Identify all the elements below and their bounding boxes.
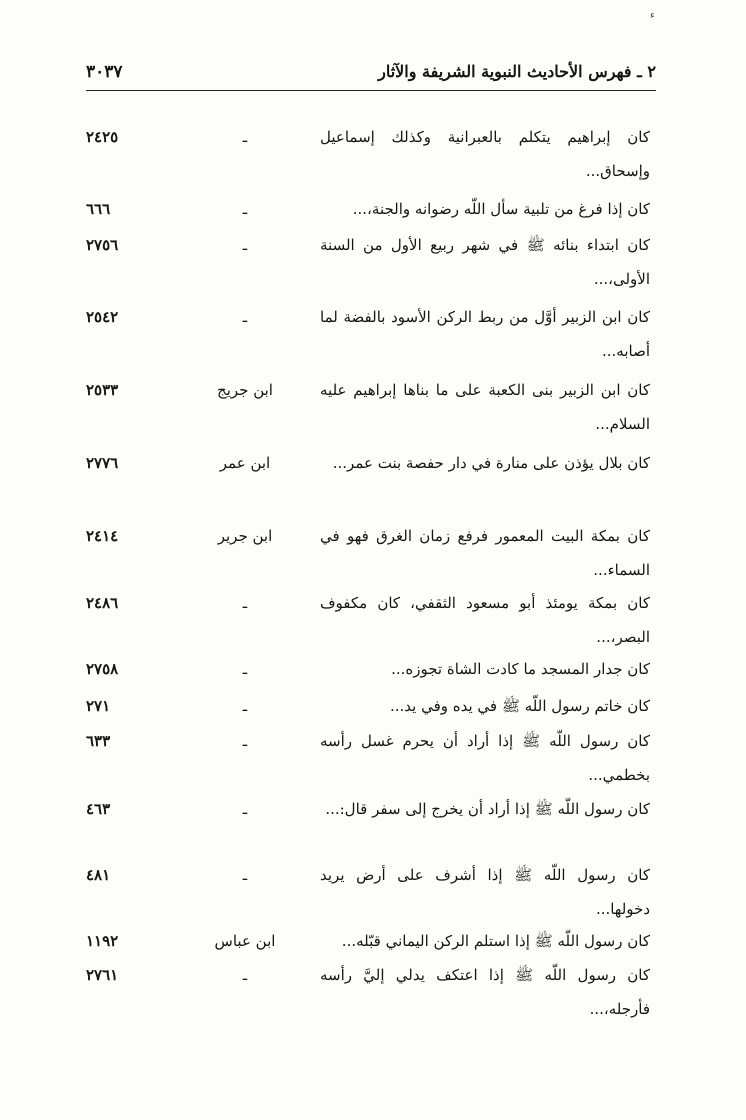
hadith-text: كان إذا فرغ من تلبية سأل اللّه رضوانه والجنة،... <box>352 200 650 218</box>
hadith-text: كان رسول اللّه ﷺ إذا أراد أن يخرج إلى سفر قال:... <box>325 800 650 818</box>
page-reference: ٢٤١٤ <box>86 527 119 545</box>
hadith-text: كان بلال يؤذن على منارة في دار حفصة بنت عمر... <box>332 454 650 472</box>
page-reference: ٤٨١ <box>86 866 111 884</box>
running-title: ٢ ـ فهرس الأحاديث النبوية الشريفة والآثار <box>378 62 656 81</box>
page-reference: ٦٦٦ <box>86 200 111 218</box>
narrator: ـ <box>242 866 248 884</box>
narrator: ـ <box>242 660 248 678</box>
narrator: ـ <box>242 966 248 984</box>
corner-mark: ء <box>650 10 655 21</box>
narrator: ابن جريج <box>217 381 273 399</box>
hadith-text: كان إبراهيم يتكلم بالعبرانية وكذلك إسماعيل وإسحاق... <box>320 128 650 180</box>
page-header <box>86 60 656 91</box>
narrator: ـ <box>242 308 248 326</box>
page-reference: ٢٧٧٦ <box>86 454 119 472</box>
hadith-text: كان ابتداء بنائه ﷺ في شهر ربيع الأول من السنة الأولى،... <box>320 236 650 288</box>
page-reference: ١١٩٢ <box>86 932 119 950</box>
narrator: ـ <box>242 200 248 218</box>
narrator: ـ <box>242 236 248 254</box>
narrator: ـ <box>242 594 248 612</box>
page-reference: ٢٥٤٢ <box>86 308 119 326</box>
hadith-text: كان ابن الزبير أوَّل من ربط الركن الأسود بالفضة لما أصابه... <box>320 308 650 360</box>
page-reference: ٢٥٣٣ <box>86 381 119 399</box>
hadith-text: كان رسول اللّه ﷺ إذا أشرف على أرض يريد دخولها... <box>320 866 650 918</box>
page-reference: ٢٤٢٥ <box>86 128 119 146</box>
hadith-text: كان رسول اللّه ﷺ إذا أراد أن يحرم غسل رأسه بخطمي... <box>320 732 650 784</box>
hadith-text: كان رسول اللّه ﷺ إذا اعتكف يدلي إليَّ رأسه فأرجله،... <box>320 966 650 1018</box>
narrator: ابن جرير <box>217 527 273 545</box>
hadith-text: كان رسول اللّه ﷺ إذا استلم الركن اليماني قبّله... <box>341 932 650 950</box>
narrator: ـ <box>242 732 248 750</box>
page-reference: ٢٤٨٦ <box>86 594 119 612</box>
narrator: ـ <box>242 800 248 818</box>
page-reference: ٦٣٣ <box>86 732 111 750</box>
page-reference: ٢٧٥٨ <box>86 660 119 678</box>
hadith-text: كان جدار المسجد ما كادت الشاة تجوزه... <box>391 660 650 678</box>
hadith-text: كان بمكة يومئذ أبو مسعود الثقفي، كان مكفوف البصر،... <box>320 594 650 646</box>
narrator: ابن عمر <box>219 454 271 472</box>
narrator: ـ <box>242 128 248 146</box>
page-reference: ٢٧٦١ <box>86 966 119 984</box>
page-reference: ٢٧٥٦ <box>86 236 119 254</box>
hadith-text: كان خاتم رسول اللّه ﷺ في يده وفي يد... <box>389 697 650 715</box>
page-reference: ٢٧١ <box>86 697 111 715</box>
page-reference: ٤٦٣ <box>86 800 111 818</box>
narrator: ـ <box>242 697 248 715</box>
page-number: ٣٠٣٧ <box>86 62 123 82</box>
narrator: ابن عباس <box>214 932 276 950</box>
hadith-text: كان ابن الزبير بنى الكعبة على ما بناها إبراهيم عليه السلام... <box>320 381 650 433</box>
hadith-text: كان بمكة البيت المعمور فرفع زمان الغرق فهو في السماء... <box>320 527 650 579</box>
